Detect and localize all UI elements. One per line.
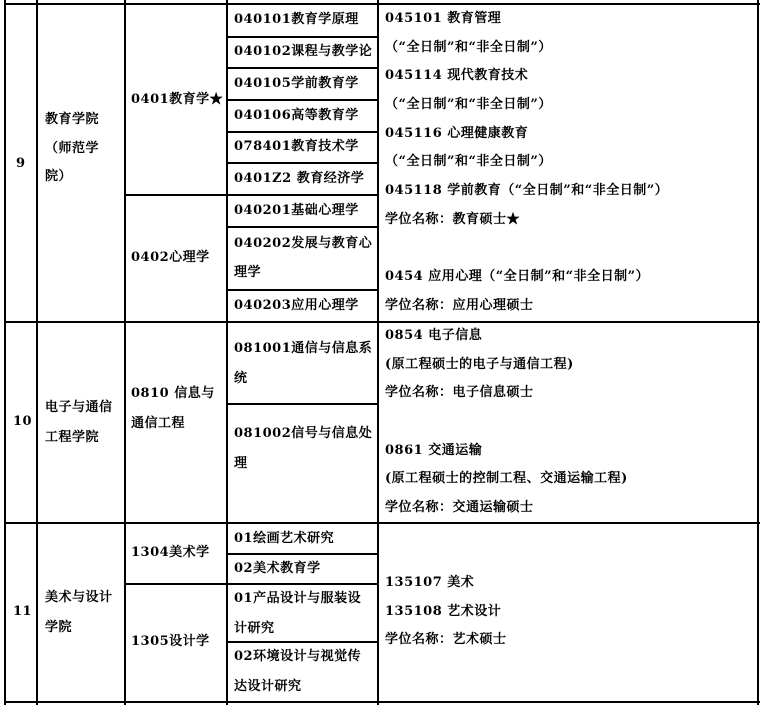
discipline-divider <box>124 583 378 585</box>
row-divider <box>4 522 760 524</box>
subfield-divider <box>226 131 378 133</box>
subfield: 040202发展与教育心 <box>234 236 373 251</box>
subfield: 01绘画艺术研究 <box>234 531 335 546</box>
subfield: 01产品设计与服装设 计研究 <box>234 591 362 636</box>
col-border-0 <box>4 0 6 705</box>
subfield: 040105学前教育学 <box>234 76 359 91</box>
discipline-name: 0810 信息与 通信工程 <box>131 386 215 431</box>
subfield-cont: 理学 <box>234 265 262 280</box>
discipline-name: 1304美术学 <box>131 545 210 560</box>
col-border-4 <box>377 0 379 705</box>
row-index: 10 <box>13 414 33 429</box>
table-border-top <box>4 3 760 5</box>
subfield-divider <box>226 99 378 101</box>
subfield: 081001通信与信息系 统 <box>234 341 373 386</box>
subfield: 040102课程与教学论 <box>234 44 373 59</box>
subfield: 040101教育学原理 <box>234 12 359 27</box>
col-border-1 <box>36 0 38 705</box>
discipline-divider <box>124 194 378 196</box>
professional-degrees: 0854 电子信息 (原工程硕士的电子与通信工程) 学位名称：电子信息硕士 0861 交通运输 (原工程硕士的控制工程、交通运输工程) 学位名称：交通运输硕士 <box>385 328 628 516</box>
subfield: 02美术教育学 <box>234 561 321 576</box>
professional-degrees: 135107 美术 135108 艺术设计 学位名称：艺术硕士 <box>385 575 507 648</box>
subfield-divider <box>226 289 378 291</box>
subfield: 081002信号与信息处 理 <box>234 426 373 471</box>
col-border-2 <box>124 0 126 705</box>
subfield: 040201基础心理学 <box>234 203 359 218</box>
discipline-name: 1305设计学 <box>131 634 210 649</box>
subfield-divider <box>226 36 378 38</box>
subfield: 0401Z2 教育经济学 <box>234 171 365 186</box>
subfield-divider <box>226 403 378 405</box>
subfield: 02环境设计与视觉传 达设计研究 <box>234 649 362 694</box>
subfield-divider <box>226 67 378 69</box>
department-name: 美术与设计 学院 <box>45 590 113 635</box>
row-index: 11 <box>13 604 33 619</box>
department-name: 电子与通信 工程学院 <box>45 400 113 445</box>
col-border-5 <box>757 0 759 705</box>
subfield-divider <box>226 162 378 164</box>
discipline-name: 0401教育学★ <box>131 92 224 107</box>
subfield: 040106高等教育学 <box>234 108 359 123</box>
professional-degrees: 045101 教育管理 （“全日制”和“非全日制”） 045114 现代教育技术 （“全日制”和“非全日制”） 045116 心理健康教育 （“全日制”和“非全日制”） 045118 学前教育（“全日制”和“非全日制”） 学位名称：教育硕士★ 0454 应用心理（“全日制”和“非全日制”） 学位名称：应用心理硕士 <box>385 11 669 313</box>
department-name: 教育学院 （师范学 院） <box>45 112 100 185</box>
row-index: 9 <box>16 156 26 171</box>
subfield-divider <box>226 226 378 228</box>
subfield-divider <box>226 553 378 555</box>
subfield: 078401教育技术学 <box>234 139 359 154</box>
discipline-name: 0402心理学 <box>131 250 210 265</box>
row-divider <box>4 701 760 703</box>
col-border-3 <box>226 0 228 705</box>
subfield: 040203应用心理学 <box>234 298 359 313</box>
